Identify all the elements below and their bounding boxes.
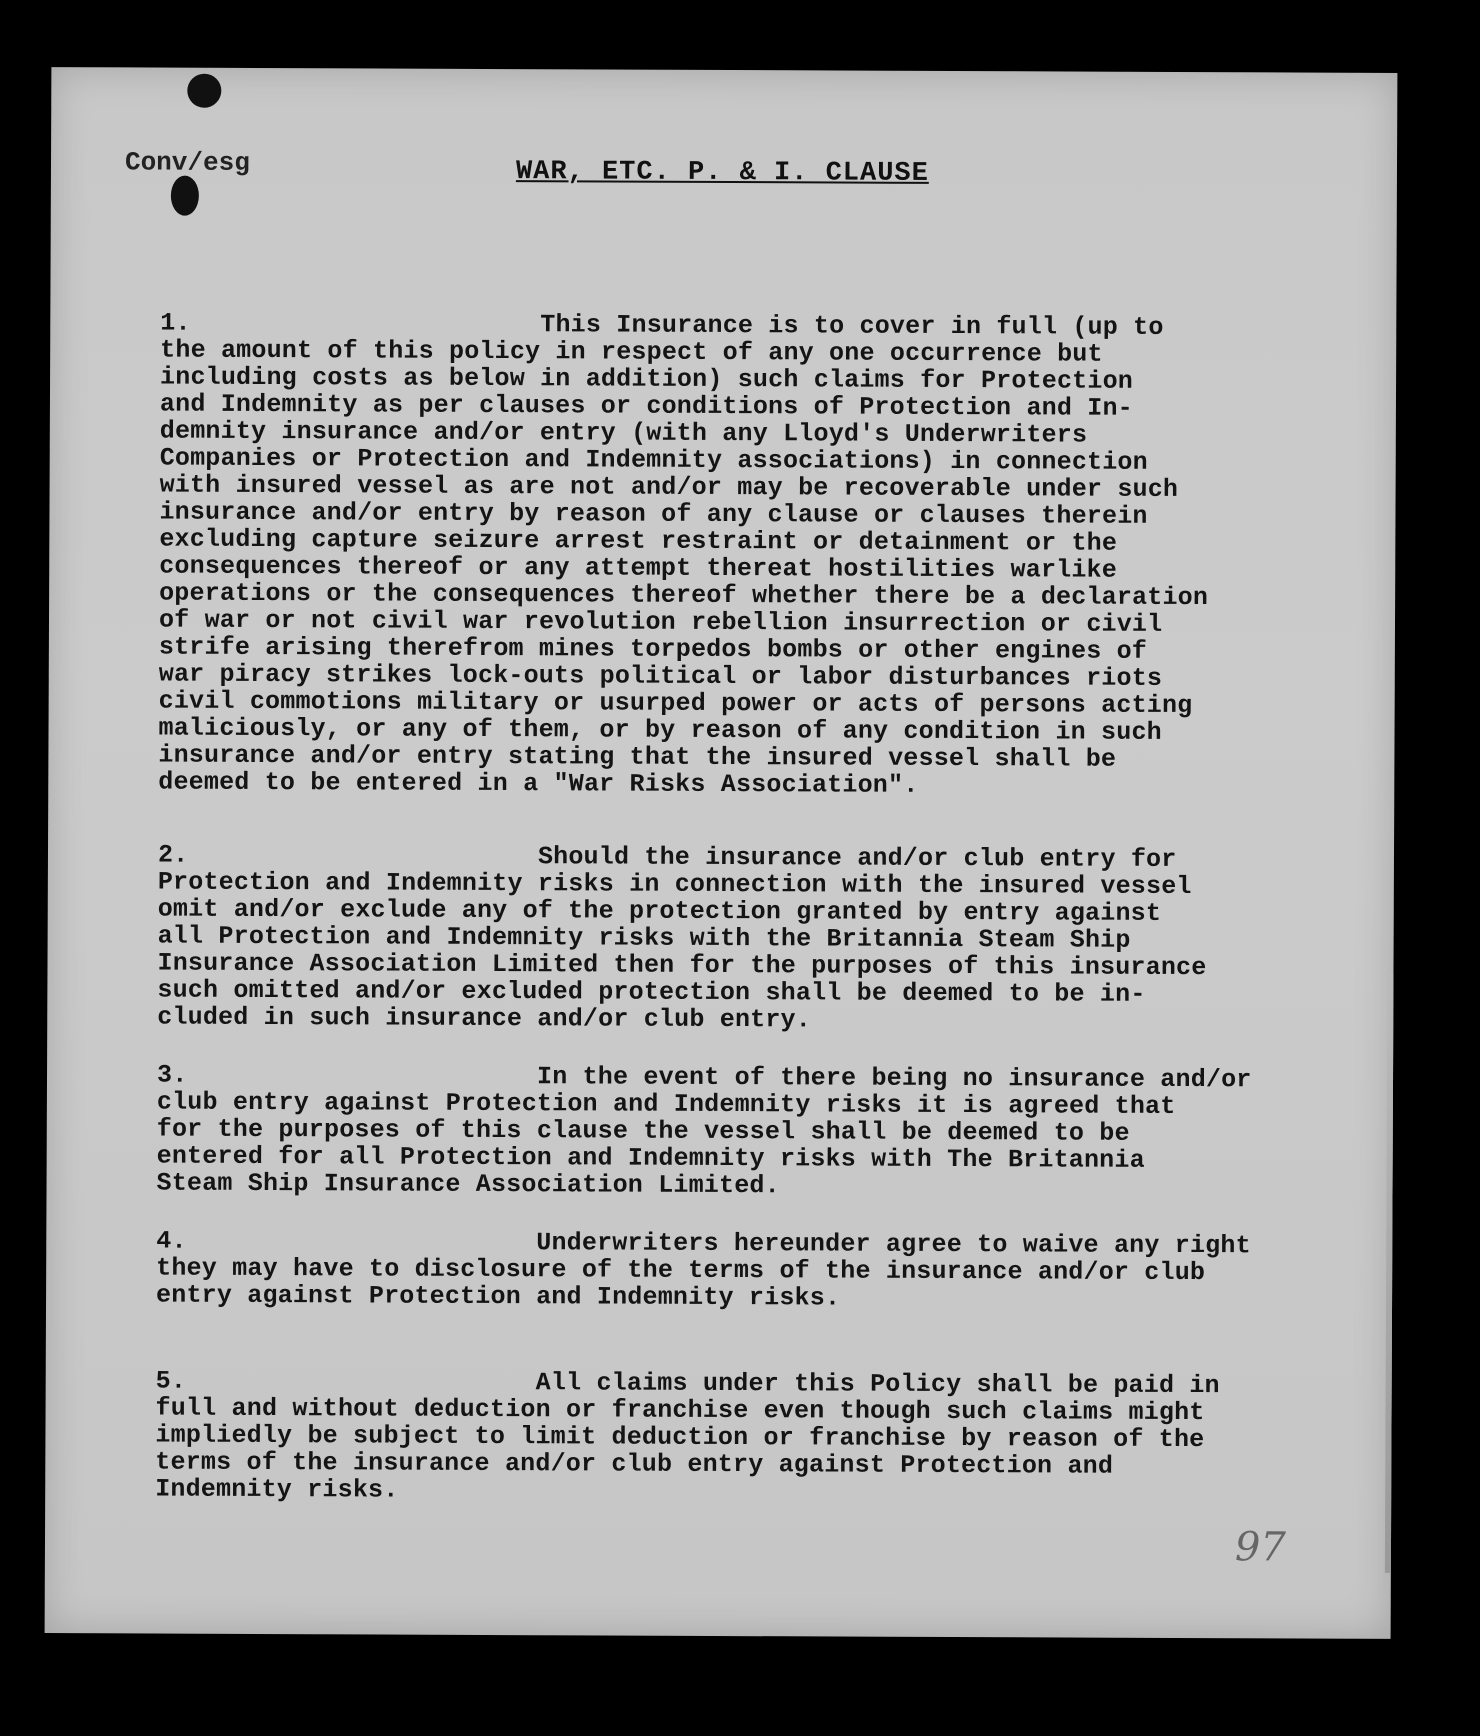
document-page	[45, 67, 1398, 1639]
page-title: WAR, ETC. P. & I. CLAUSE	[515, 157, 929, 189]
clause-3	[156, 1062, 1347, 1202]
clause-4	[156, 1228, 1346, 1314]
clause-2	[157, 842, 1348, 1036]
clause-body: club entry against Protection and Indemnity risks it is agreed that for the purposes of this clause the vessel shall be deemed to be entered for all Protection and Indemnity risks with The Britannia Steam Ship Insurance Association Limited.	[156, 1087, 1176, 1201]
clause-lead: Underwriters hereunder agree to waive any right	[536, 1228, 1251, 1261]
clause-5	[155, 1368, 1346, 1508]
clause-lead: All claims under this Policy shall be paid in	[535, 1368, 1220, 1401]
clause-lead: Should the insurance and/or club entry for	[537, 842, 1177, 874]
page-edge-shadow	[1385, 973, 1394, 1573]
folio-number: 97	[1234, 1524, 1286, 1571]
clause-1	[158, 310, 1350, 801]
clause-number: 3.	[156, 1060, 188, 1090]
clause-body: they may have to disclosure of the terms of the insurance and/or club entry against Protection and Indemnity risks.	[156, 1253, 1206, 1313]
clause-body: Protection and Indemnity risks in connection with the insured vessel omit and/or exclude any of the protection granted by entry against all Protection and Indemnity risks with the Britannia Steam Ship Insurance Association Limited then for the purposes of this insurance such omitted and/or excluded protection shall be deemed to be in- cluded in such insurance and/or club entry.	[157, 867, 1207, 1035]
clause-lead: In the event of there being no insurance and/or	[536, 1062, 1252, 1095]
clause-number: 4.	[156, 1226, 187, 1256]
reference-code: Conv/esg	[124, 147, 250, 178]
clause-number: 2.	[157, 840, 189, 870]
clause-number: 5.	[155, 1366, 187, 1396]
punch-hole	[171, 176, 199, 216]
clause-lead: This Insurance is to cover in full (up to	[540, 310, 1164, 342]
clause-number: 1.	[160, 308, 191, 338]
clause-body: full and without deduction or franchise even though such claims might impliedly be subject to limit deduction or franchise by reason of the terms of the insurance and/or club entry against Protection and Indemnity risks.	[155, 1393, 1205, 1505]
punch-hole	[187, 74, 221, 108]
clause-body: the amount of this policy in respect of any one occurrence but including costs as below in addition) such claims for Protection and Indemnity as per clauses or conditions of Protection and In- demnity insurance and/or entry (with any Lloyd's Underwriters Companies or Protection and Indemnity associations) in connection with insured vessel as are not and/or may be recoverable under such insurance and/or entry by reason of any clause or clauses therein excluding capture seizure arrest restraint or detainment or the consequences thereof or any attempt thereat hostilities warlike operations or the consequences thereof whether there be a declaration of war or not civil war revolution rebellion insurrection or civil strife arising therefrom mines torpedos bombs or other engines of war piracy strikes lock-outs political or labor disturbances riots civil commotions military or usurped power or acts of persons acting maliciously, or any of them, or by reason of any condition in such insurance and/or entry stating that the insured vessel shall be deemed to be entered in a "War Risks Association".	[158, 335, 1209, 800]
